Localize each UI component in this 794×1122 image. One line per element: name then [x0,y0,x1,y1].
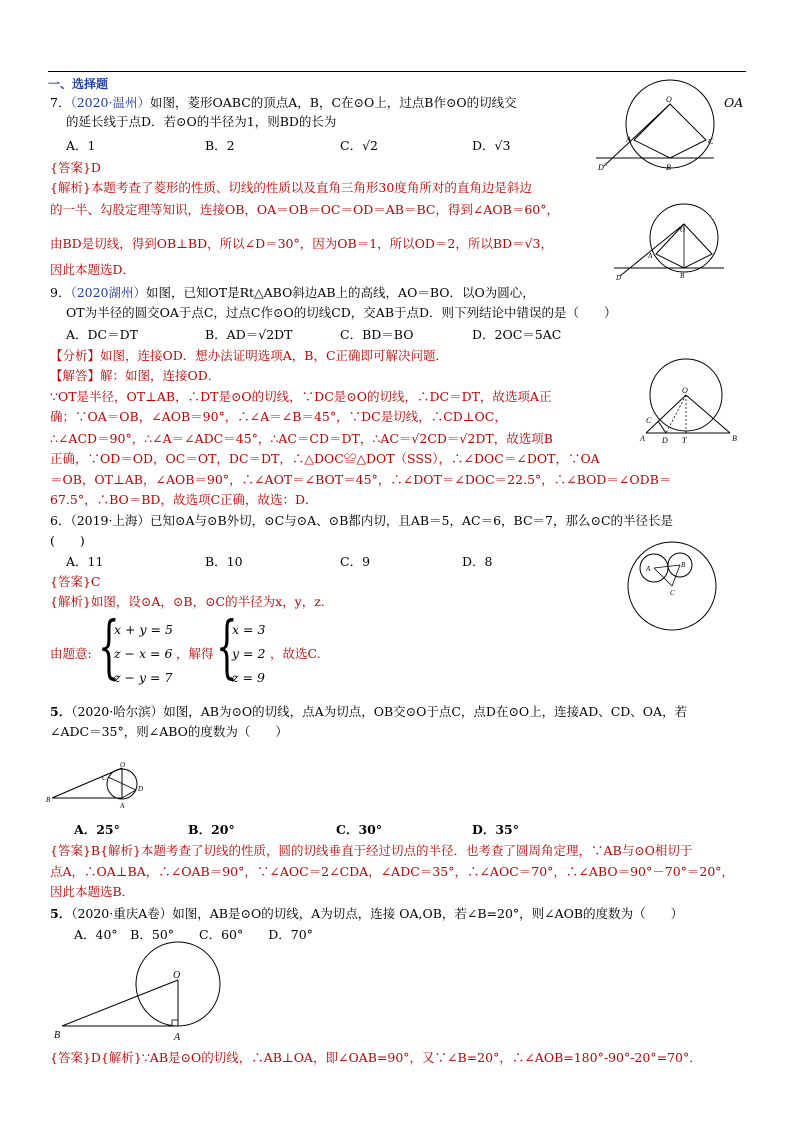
q6-sol-2: y = 2 [232,646,266,661]
q9-fig-label-d: D [662,436,668,445]
q7-fig1-label-d: D [598,163,604,172]
q7-fig1-label-a: A [626,135,631,144]
q9-figure [640,357,745,447]
q6-figure [624,540,719,635]
q7-option-a: A．1 [66,138,96,153]
q7-option-b: B．2 [205,138,235,153]
q7-fig1-label-o: O [666,95,672,104]
q6-eq-3: z − y = 7 [114,670,173,685]
q6-jiede: ，解得 [176,646,214,661]
q6-fig-label-a: A [646,565,651,573]
q9-line-1: ∵OT是半径，OT⊥AB，∴DT是⊙O的切线，∵DC是⊙O的切线，∴DC＝DT，故选项A正 [50,389,552,404]
q6-option-d: D．8 [462,554,493,569]
q7-analysis-2: 的一半、勾股定理等知识，连接OB，OA＝OB＝OC＝OD＝AB＝BC，得到∠AOB＝60°， [50,202,560,217]
q9-fenxi: 【分析】如图，连接OD．想办法证明选项A，B，C正确即可解决问题． [50,348,449,363]
q5a-fig-label-d: D [138,785,144,793]
q6-analysis-1: {解析}如图，设⊙A，⊙B，⊙C的半径为x，y，z． [50,594,334,609]
q6-sol-3: z = 9 [232,670,265,685]
q7-fig2-label-d: D [616,274,622,282]
q9-jieda: 【解答】解：如图，连接OD． [50,368,221,383]
q7-fig1-label-c: C [708,137,714,146]
q6-sol-1: x = 3 [232,622,266,637]
q9-stem1: 如图，已知OT是Rt△ABO斜边AB上的高线，AO＝BO．以O为圆心， [146,285,535,300]
q5a-number: 5． [50,704,72,719]
q7-analysis-1: {解析}本题考查了菱形的性质、切线的性质以及直角三角形30度角所对的直角边是斜边 [50,180,532,195]
q9-option-a: A．DC＝DT [66,327,138,342]
q6-stem-line1 [50,513,673,529]
q5a-option-c: C．30° [336,822,383,837]
q6-youti: 由题意: [50,646,92,661]
q9-stem-line2: OT为半径的圆交OA于点C，过点C作⊙O的切线CD，交AB于点D．则下列结论中错误的是（ ） [66,305,617,320]
q6-option-a: A．11 [66,554,104,569]
q9-option-b: B．AD＝√2DT [205,327,293,342]
q5a-fig-label-c: C [102,774,107,782]
q6-brace-1: { [98,608,120,687]
q7-fig2-label-b: B [680,272,685,280]
q5a-analysis-2: 点A，∴OA⊥BA，∴∠OAB＝90°，∵∠AOC＝2∠CDA，∠ADC＝35°，∴∠AOC＝70°，∴∠ABO＝90°－70°＝20°， [50,864,735,879]
q5b-stem1: 如图，AB是⊙O的切线，A为切点，连接 OA,OB，若∠B=20°，则∠AOB的度数为（ ） [172,906,684,921]
q5a-option-b: B．20° [188,822,235,837]
q7-analysis-4: 因此本题选D． [50,262,136,277]
q5b-source: （2020·重庆A卷） [71,906,173,921]
q9-fig-label-a: A [640,434,645,443]
q9-fig-label-c: C [646,416,652,425]
q6-eq-2: z − x = 6 [114,646,173,661]
q9-source: （2020湖州） [70,285,147,300]
q5a-analysis-1: {答案}B{解析}本题考查了切线的性质，圆的切线垂直于经过切点的半径．也考查了圆周角定理，∵AB与⊙O相切于 [50,843,693,858]
q9-option-c: C．BD＝BO [340,327,414,342]
q7-figure-1 [594,82,724,172]
q9-fig-label-t: T [682,436,687,445]
q5b-fig-label-o: O [173,970,181,981]
q7-answer: {答案}D [50,160,101,175]
q9-fig-label-b: B [732,434,737,443]
q7-analysis-3: 由BD是切线，得到OB⊥BD，所以∠D＝30°，因为OB＝1，所以OD＝2，所以BD＝√3， [50,236,553,251]
q6-number: 6． [50,513,71,528]
q5a-fig-label-o: O [120,761,126,769]
q7-fig2-label-o: O [680,226,686,234]
q5b-fig-label-b: B [54,1030,61,1041]
q9-line-4: 正确，∵OD＝OD，OC＝OT，DC＝DT，∴△DOC≌△DOT（SSS），∴∠DOC＝∠DOT，∵OA [50,451,600,466]
q5b-fig-label-a: A [174,1032,181,1043]
q6-stem-line2: ( ) [50,533,85,548]
q7-option-c: C．√2 [340,138,378,153]
q6-fig-label-c: C [670,589,675,597]
q5a-stem1: 如图，AB为⊙O的切线，点A为切点，OB交⊙O于点C，点D在⊙O上，连接AD、CD、OA，若 [163,704,688,719]
q7-figure-2 [612,204,727,284]
q7-fig1-label-b: B [666,163,671,172]
q9-line-5: ＝OB，OT⊥AB，∠AOB＝90°，∴∠AOT＝∠BOT＝45°，∴∠DOT＝∠DOC＝22.5°，∴∠BOD＝∠ODB＝ [50,472,672,487]
q6-option-c: C．9 [340,554,371,569]
q7-stem-tail: OA [724,95,744,110]
q5b-stem-line1 [50,906,683,922]
q5a-option-a: A．25° [74,822,120,837]
q9-stem-line1 [50,285,535,301]
q7-stem1: 如图，菱形OABC的顶点A，B，C在⊙O上，过点B作⊙O的切线交 [150,95,517,110]
q5b-number: 5． [50,906,72,921]
q6-tail: ，故选C. [270,646,321,661]
top-rule [48,71,746,72]
q9-line-6: 67.5°，∴BO＝BD，故选项C正确，故选：D． [50,492,318,507]
q5a-analysis-3: 因此本题选B． [50,884,135,899]
q6-stem1: （2019·上海）已知⊙A与⊙B外切，⊙C与⊙A、⊙B都内切，且AB＝5，AC＝6，BC＝7，那么⊙C的半径长是 [70,513,674,528]
q5b-figure [52,944,232,1048]
q6-fig-label-b: B [681,561,686,569]
q6-option-b: B．10 [205,554,243,569]
q5a-fig-label-a: A [120,802,125,810]
q6-answer: {答案}C [50,574,101,589]
q5a-figure [46,760,161,815]
q9-line-2: 确；∵OA＝OB，∠AOB＝90°，∴∠A＝∠B＝45°，∵DC是切线，∴CD⊥OC， [50,409,507,424]
q6-eq-1: x + y = 5 [114,622,173,637]
q5a-stem-line2: ∠ADC＝35°，则∠ABO的度数为（ ） [50,724,288,739]
section-title: 一、选择题 [48,77,109,91]
q5a-source: （2020·哈尔滨） [71,704,164,719]
q7-option-d: D．√3 [472,138,511,153]
q5a-option-d: D．35° [472,822,519,837]
q6-brace-2: { [216,608,238,687]
q5a-stem-line1 [50,704,687,720]
q5a-fig-label-b: B [46,796,51,804]
q7-stem-line1 [50,95,517,111]
q5b-analysis-1: {答案}D{解析}∵AB是⊙O的切线，∴AB⊥OA，即∠OAB=90°，又∵∠B=20°，∴∠AOB=180°-90°-20°=70°． [50,1050,702,1065]
q9-line-3: ∴∠ACD＝90°，∴∠A＝∠ADC＝45°，∴AC＝CD＝DT，∴AC＝√2CD＝√2DT，故选项B [50,431,553,446]
q7-stem-line2: 的延长线于点D．若⊙O的半径为1，则BD的长为 [66,114,337,129]
q7-number: 7． [50,95,71,110]
q9-number: 9． [50,285,71,300]
q9-fig-label-o: O [682,386,688,395]
q7-fig2-label-a: A [648,252,653,260]
q9-option-d: D．2OC＝5AC [472,327,562,342]
q5b-options: A．40° B．50° C．60° D．70° [74,927,313,942]
q7-source: （2020·温州） [70,95,150,110]
